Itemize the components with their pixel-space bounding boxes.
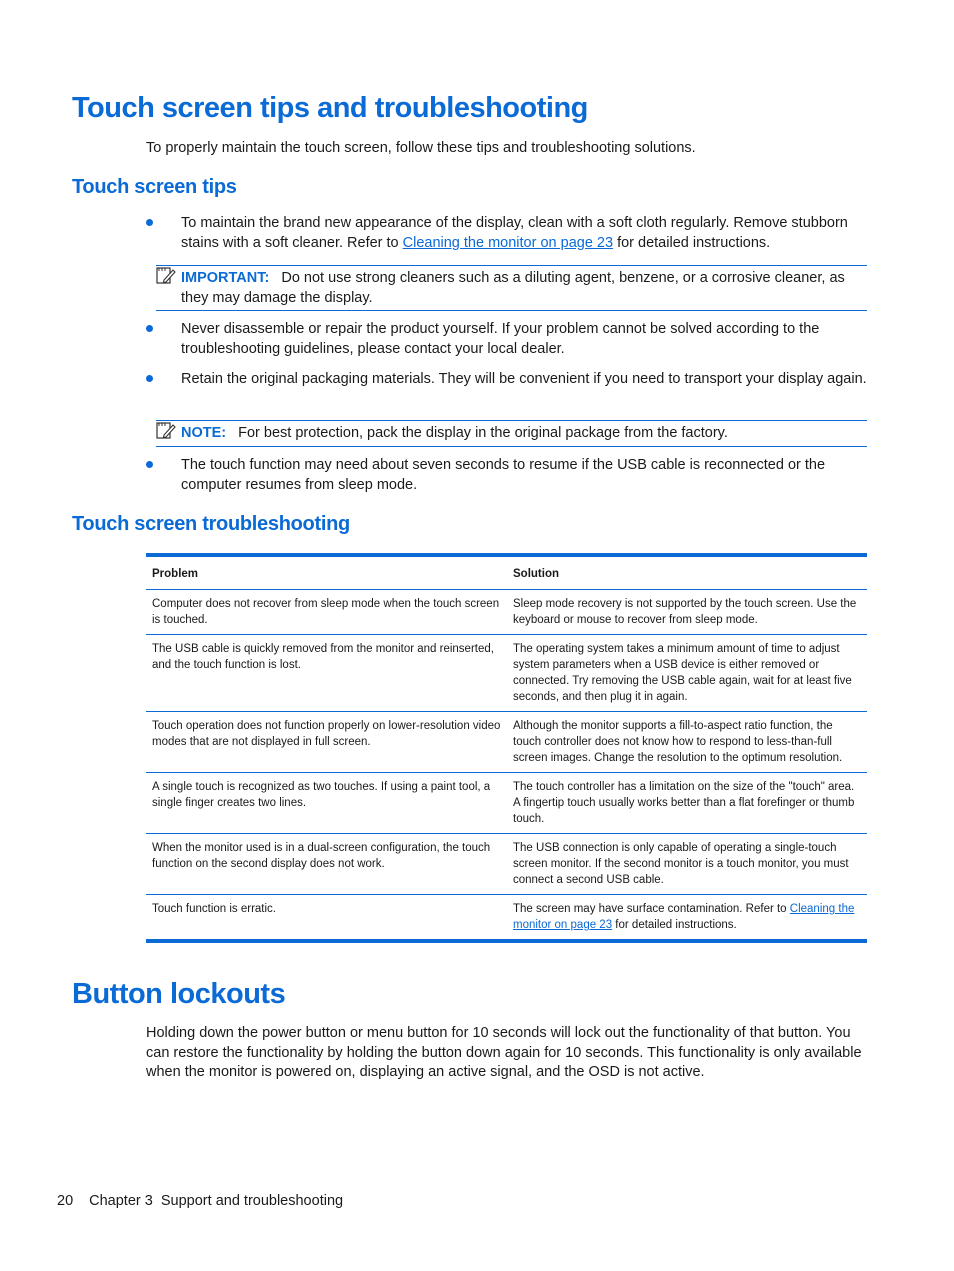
- troubleshooting-heading: Touch screen troubleshooting: [72, 513, 350, 535]
- solution-cell: The operating system takes a minimum amount of time to adjust system parameters when a USB device is either removed or connected. Try removing the USB cable again, wait for at least five seconds, and then plug it in again.: [507, 635, 867, 712]
- problem-cell: A single touch is recognized as two touches. If using a paint tool, a single finger creates two lines.: [146, 773, 507, 834]
- page-title: Touch screen tips and troubleshooting: [72, 92, 588, 124]
- bullet-text: The touch function may need about seven seconds to resume if the USB cable is reconnected or the computer resumes from sleep mode.: [181, 457, 826, 493]
- problem-cell: Touch function is erratic.: [152, 903, 277, 915]
- important-callout: [156, 265, 867, 311]
- solution-cell: Although the monitor supports a fill-to-aspect ratio function, the touch controller does not know how to respond to less-than-full screen images. Change the resolution to the optimum resolution.: [507, 712, 867, 773]
- solution-cell: [507, 895, 867, 942]
- bullet-text: Retain the original packaging materials. They will be convenient if you need to transport your display again.: [181, 371, 867, 387]
- solution-text: The screen may have surface contamination. Refer to: [513, 903, 790, 915]
- table-row: [146, 590, 867, 635]
- table-row: [146, 773, 867, 834]
- bullet-icon: [146, 325, 153, 332]
- note-pencil-icon: [156, 422, 176, 440]
- bullet-text: To maintain the brand new appearance of the display, clean with a soft cloth regularly. Remove stubborn stains with a soft cleaner. Refer to: [181, 215, 848, 251]
- important-text: Do not use strong cleaners such as a diluting agent, benzene, or a corrosive cleaner, as they may damage the display.: [181, 270, 845, 306]
- cleaning-monitor-link[interactable]: Cleaning the monitor on page 23: [513, 903, 855, 931]
- problem-cell: Computer does not recover from sleep mode when the touch screen is touched.: [146, 590, 507, 635]
- button-lockouts-text: Holding down the power button or menu button for 10 seconds will lock out the functionality of that button. You can restore the functionality by holding the button down again for 10 seconds. This functionality is only available when the monitor is powered on, displaying an active signal, and the OSD is not active.: [146, 1025, 862, 1080]
- problem-cell: When the monitor used is in a dual-screen configuration, the touch function on the second display does not work.: [146, 834, 507, 895]
- table-header-row: [146, 555, 867, 590]
- page-number: 20: [57, 1193, 74, 1209]
- table-row: [146, 895, 867, 942]
- button-lockouts-heading: Button lockouts: [72, 978, 286, 1010]
- bullet-icon: [146, 375, 153, 382]
- table-row: [146, 712, 867, 773]
- cleaning-monitor-link[interactable]: Cleaning the monitor on page 23: [402, 234, 614, 251]
- note-text: For best protection, pack the display in the original package from the factory.: [238, 425, 728, 441]
- bullet-text: for detailed instructions.: [613, 234, 771, 251]
- note-label: NOTE:: [181, 425, 227, 441]
- solution-column-header: Solution: [507, 555, 867, 590]
- bullet-icon: [146, 461, 153, 468]
- problem-cell: The USB cable is quickly removed from the monitor and reinserted, and the touch function is lost.: [146, 635, 507, 712]
- problem-cell: Touch operation does not function properly on lower-resolution video modes that are not displayed in full screen.: [146, 712, 507, 773]
- troubleshooting-table: [146, 553, 867, 943]
- solution-cell: The touch controller has a limitation on the size of the "touch" area. A fingertip touch usually works better than a flat forefinger or thumb touch.: [507, 773, 867, 834]
- important-label: IMPORTANT:: [181, 270, 270, 286]
- note-callout: [156, 420, 867, 447]
- table-row: [146, 635, 867, 712]
- solution-text: for detailed instructions.: [612, 919, 737, 931]
- solution-cell: The USB connection is only capable of operating a single-touch screen monitor. If the second monitor is a touch monitor, you must connect a second USB cable.: [507, 834, 867, 895]
- tips-heading: Touch screen tips: [72, 176, 237, 198]
- problem-column-header: Problem: [146, 555, 507, 590]
- bullet-icon: [146, 219, 153, 226]
- table-row: [146, 834, 867, 895]
- note-pencil-icon: [156, 267, 176, 285]
- bullet-text: Never disassemble or repair the product yourself. If your problem cannot be solved according to the troubleshooting guidelines, please contact your local dealer.: [181, 321, 820, 357]
- intro-text: To properly maintain the touch screen, follow these tips and troubleshooting solutions.: [146, 140, 696, 156]
- chapter-title: Chapter 3 Support and troubleshooting: [89, 1193, 344, 1209]
- solution-cell: Sleep mode recovery is not supported by the touch screen. Use the keyboard or mouse to recover from sleep mode.: [507, 590, 867, 635]
- page-footer: [57, 1193, 359, 1209]
